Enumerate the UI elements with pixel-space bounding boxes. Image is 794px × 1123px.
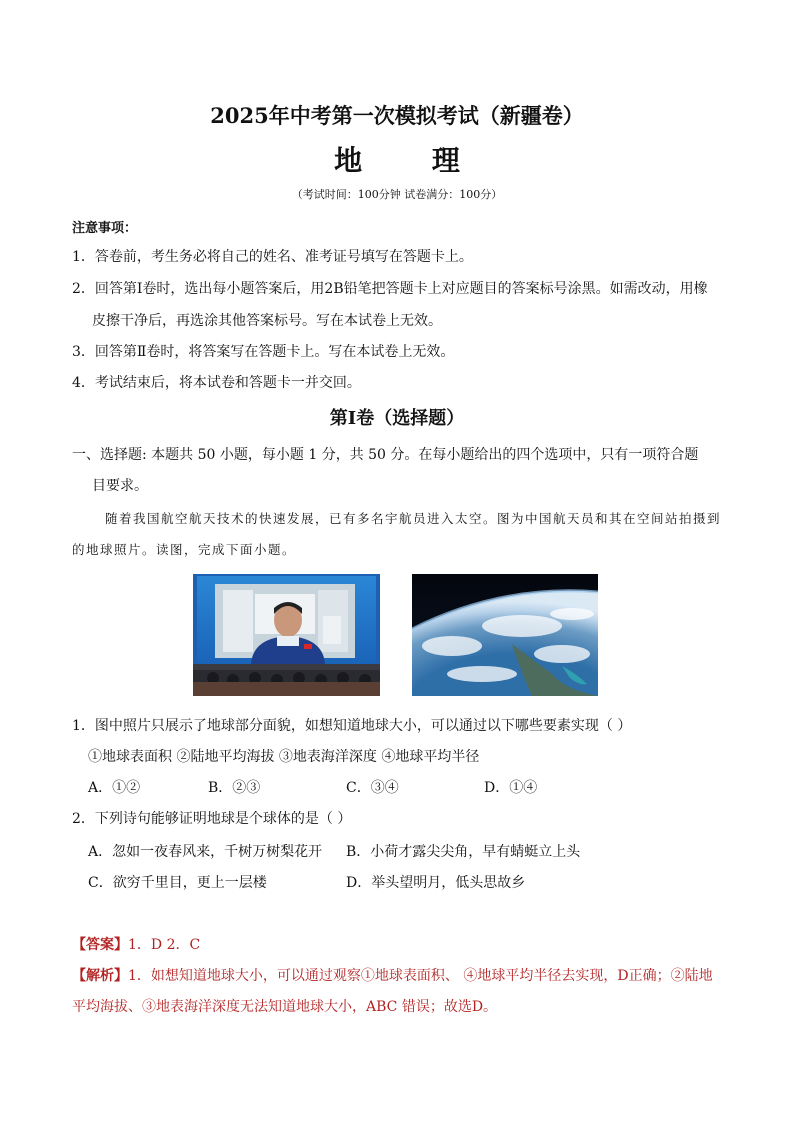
question-1-options [88,777,537,797]
subject-title: 地 理 [334,144,490,177]
q1-option-b[interactable]: B．②③ [208,780,261,796]
notice-item-3: 3．回答第Ⅱ卷时，将答案写在答题卡上。写在本试卷上无效。 [72,344,455,360]
question-2-options-row-2 [88,872,525,892]
passage-line-2: 的地球照片。读图，完成下面小题。 [72,542,297,557]
analysis-text-1: 1．如想知道地球大小，可以通过观察①地球表面积、 ④地球平均半径去实现，D正确；②陆地 [128,968,713,984]
section-instruction-cont: 目要求。 [92,478,148,494]
analysis-line-1 [72,965,713,985]
answer-text: 1．D 2．C [128,937,201,953]
q2-option-a[interactable]: A．忽如一夜春风来，千树万树梨花开 [88,844,323,860]
notice-item-2: 2．回答第Ⅰ卷时，选出每小题答案后，用2B铅笔把答题卡上对应题目的答案标号涂黑。如需改动，用橡 [72,281,708,297]
analysis-line-2: 平均海拔、③地表海洋深度无法知道地球大小，ABC 错误；故选D。 [72,999,498,1015]
exam-meta: （考试时间：100分钟 试卷满分：100分） [291,188,503,201]
answer-line [72,934,200,954]
question-2-options-row-1 [88,841,580,861]
notice-title: 注意事项： [72,221,138,236]
notice-item-2-cont: 皮擦干净后，再选涂其他答案标号。写在本试卷上无效。 [92,313,442,329]
answer-label: 【答案】 [72,937,128,953]
q2-option-b[interactable]: B．小荷才露尖尖角，早有蜻蜓立上头 [346,844,581,860]
analysis-label: 【解析】 [72,968,128,984]
q1-option-a[interactable]: A．①② [88,780,141,796]
question-1-elements: ①地球表面积 ②陆地平均海拔 ③地表海洋深度 ④地球平均半径 [88,749,480,765]
q1-option-d[interactable]: D．①④ [484,780,538,796]
section-instruction: 一、选择题: 本题共 50 小题，每小题 1 分，共 50 分。在每小题给出的四个选项中，只有一项符合题 [72,447,699,463]
notice-item-1: 1．答卷前，考生务必将自己的姓名、准考证号填写在答题卡上。 [72,249,473,265]
q2-option-c[interactable]: C．欲穷千里目，更上一层楼 [88,875,267,891]
astronaut-photo [193,574,380,696]
notice-item-4: 4．考试结束后，将本试卷和答题卡一并交回。 [72,375,361,391]
passage-line-1: 随着我国航空航天技术的快速发展，已有多名宇航员进入太空。图为中国航天员和其在空间站拍摄到 [105,511,722,526]
question-2-stem: 2．下列诗句能够证明地球是个球体的是（ ） [72,811,352,827]
earth-photo [412,574,598,696]
q1-option-c[interactable]: C．③④ [346,780,399,796]
section-title: 第Ⅰ卷（选择题） [329,408,465,429]
question-1-stem: 1．图中照片只展示了地球部分面貌，如想知道地球大小，可以通过以下哪些要素实现（ ） [72,718,632,734]
q2-option-d[interactable]: D．举头望明月，低头思故乡 [346,875,526,891]
exam-title: 2025年中考第一次模拟考试（新疆卷） [210,103,584,128]
